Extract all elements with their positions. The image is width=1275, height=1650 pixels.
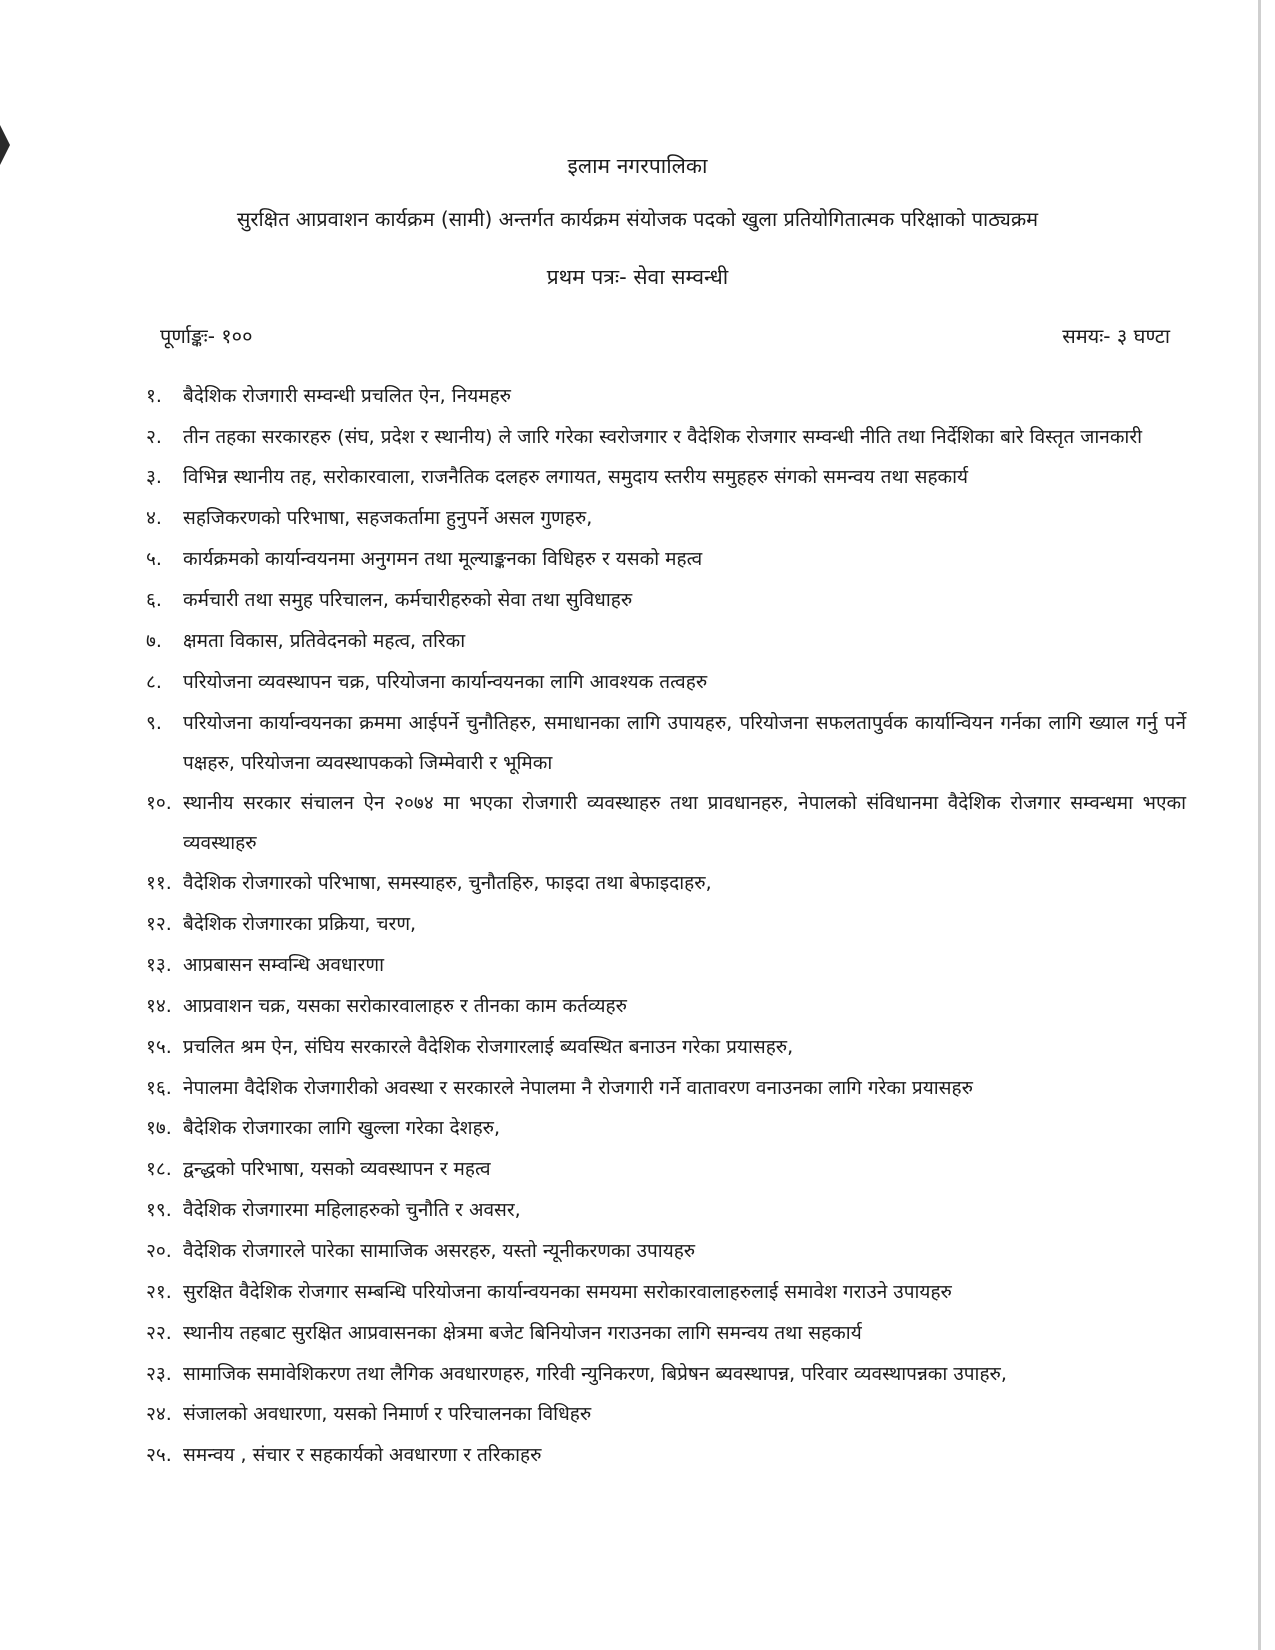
item-text: संजालको अवधारणा, यसको निमार्ण र परिचालनका विधिहरु — [183, 1403, 592, 1425]
item-number: ७. — [146, 630, 162, 652]
item-text: बैदेशिक रोजगारका लागि खुल्ला गरेका देशहरु, — [183, 1117, 501, 1139]
item-number: १६. — [146, 1077, 172, 1099]
item-text: क्षमता विकास, प्रतिवेदनको महत्व, तरिका — [183, 630, 466, 652]
item-number: ५. — [146, 548, 162, 570]
item-number: १८. — [146, 1158, 172, 1180]
list-item — [146, 945, 1186, 986]
item-number: २. — [146, 426, 162, 448]
item-text: सामाजिक समावेशिकरण तथा लैगिक अवधारणहरु, गरिवी न्युनिकरण, बिप्रेषन ब्यवस्थापन्न, परिवार व्यवस्थापन्नका उपाहरु, — [183, 1363, 1007, 1385]
item-number: १४. — [146, 995, 172, 1017]
item-text: आप्रवाशन चक्र, यसका सरोकारवालाहरु र तीनका काम कर्तव्यहरु — [183, 995, 627, 1017]
list-item — [146, 1231, 1186, 1272]
marks-time-row — [160, 322, 1170, 352]
item-text: द्वन्द्धको परिभाषा, यसको व्यवस्थापन र महत्व — [183, 1158, 491, 1180]
item-text: तीन तहका सरकारहरु (संघ, प्रदेश र स्थानीय) ले जारि गरेका स्वरोजगार र वैदेशिक रोजगार सम्वन्धी नीति तथा निर्देशिका बारे विस्तृत जानकारी — [183, 426, 1143, 448]
item-text: वैदेशिक रोजगारमा महिलाहरुको चुनौति र अवसर, — [183, 1199, 521, 1221]
list-item — [146, 1435, 1186, 1476]
item-number: २२. — [146, 1322, 172, 1344]
exam-time: समयः- ३ घण्टा — [1062, 324, 1170, 348]
item-text: सहजिकरणको परिभाषा, सहजकर्तामा हुनुपर्ने असल गुणहरु, — [183, 507, 593, 529]
list-item — [146, 986, 1186, 1027]
item-number: २०. — [146, 1240, 172, 1262]
list-item — [146, 1394, 1186, 1435]
list-item — [146, 1149, 1186, 1190]
list-item — [146, 376, 1186, 417]
syllabus-subtitle: सुरक्षित आप्रवाशन कार्यक्रम (सामी) अन्तर्गत कार्यक्रम संयोजक पदको खुला प्रतियोगितात्मक परिक्षाको पाठ्यक्रम — [236, 207, 1039, 231]
full-marks: पूर्णाङ्कः- १०० — [160, 324, 253, 348]
item-text: वैदेशिक रोजगारले पारेका सामाजिक असरहरु, यस्तो न्यूनीकरणका उपायहरु — [183, 1240, 696, 1262]
item-text: कार्यक्रमको कार्यान्वयनमा अनुगमन तथा मूल्याङ्कनका विधिहरु र यसको महत्व — [183, 548, 703, 570]
list-item — [146, 580, 1186, 621]
item-text: नेपालमा वैदेशिक रोजगारीको अवस्था र सरकारले नेपालमा नै रोजगारी गर्ने वातावरण वनाउनका लागि गरेका प्रयासहरु — [183, 1077, 973, 1099]
item-text: कर्मचारी तथा समुह परिचालन, कर्मचारीहरुको सेवा तथा सुविधाहरु — [183, 589, 633, 611]
item-number: २४. — [146, 1403, 172, 1425]
list-item — [146, 621, 1186, 662]
item-number: १९. — [146, 1199, 172, 1221]
item-number: १. — [146, 385, 162, 407]
item-text: समन्वय , संचार र सहकार्यको अवधारणा र तरिकाहरु — [183, 1444, 542, 1466]
list-item — [146, 1272, 1186, 1313]
list-item — [146, 1354, 1186, 1394]
item-number: ४. — [146, 507, 162, 529]
list-item — [146, 457, 1186, 498]
item-number: १५. — [146, 1036, 172, 1058]
list-item — [146, 904, 1186, 945]
item-number: १०. — [146, 792, 172, 814]
list-item — [146, 703, 1186, 783]
item-text: बैदेशिक रोजगारी सम्वन्धी प्रचलित ऐन, नियमहरु — [183, 385, 512, 407]
item-text: आप्रबासन सम्वन्धि अवधारणा — [183, 954, 385, 976]
item-number: ६. — [146, 589, 162, 611]
list-item — [146, 1108, 1186, 1149]
item-text: बैदेशिक रोजगारका प्रक्रिया, चरण, — [183, 913, 417, 935]
syllabus-list — [146, 376, 1186, 1476]
item-number: २५. — [146, 1444, 172, 1466]
item-text: परियोजना व्यवस्थापन चक्र, परियोजना कार्यान्वयनका लागि आवश्यक तत्वहरु — [183, 671, 708, 693]
item-text: स्थानीय तहबाट सुरक्षित आप्रवासनका क्षेत्रमा बजेट बिनियोजन गराउनका लागि समन्वय तथा सहकार्य — [183, 1322, 862, 1344]
item-number: २३. — [146, 1363, 172, 1385]
item-text: प्रचलित श्रम ऐन, संघिय सरकारले वैदेशिक रोजगारलाई ब्यवस्थित बनाउन गरेका प्रयासहरु, — [183, 1036, 794, 1058]
list-item — [146, 1313, 1186, 1354]
list-item — [146, 1068, 1186, 1108]
list-item — [146, 783, 1186, 863]
item-text: परियोजना कार्यान्वयनका क्रममा आईपर्ने चुनौतिहरु, समाधानका लागि उपायहरु, परियोजना सफलतापुर्वक कार्यान्वियन गर्नका लागि ख्याल गर्नु पर्ने पक्षहरु, परियोजना व्यवस्थापकको जिम्मेवारी र भूमिका — [183, 712, 1186, 774]
list-item — [146, 1027, 1186, 1068]
paper-title: प्रथम पत्रः- सेवा सम्वन्धी — [546, 265, 729, 289]
list-item — [146, 417, 1186, 457]
item-text: वैदेशिक रोजगारको परिभाषा, समस्याहरु, चुनौतहिरु, फाइदा तथा बेफाइदाहरु, — [183, 872, 712, 894]
item-text: सुरक्षित वैदेशिक रोजगार सम्बन्धि परियोजना कार्यान्वयनका समयमा सरोकारवालाहरुलाई समावेश गराउने उपायहरु — [183, 1281, 952, 1303]
list-item — [146, 539, 1186, 580]
item-number: ९. — [146, 712, 162, 734]
item-number: १३. — [146, 954, 172, 976]
list-item — [146, 863, 1186, 904]
item-number: ११. — [146, 872, 172, 894]
list-item — [146, 1190, 1186, 1231]
item-text: विभिन्न स्थानीय तह, सरोकारवाला, राजनैतिक दलहरु लगायत, समुदाय स्तरीय समुहहरु संगको समन्वय तथा सहकार्य — [183, 466, 969, 488]
office-title: इलाम नगरपालिका — [567, 154, 708, 178]
item-number: २१. — [146, 1281, 172, 1303]
list-item — [146, 662, 1186, 703]
item-number: ८. — [146, 671, 162, 693]
item-number: ३. — [146, 466, 162, 488]
item-number: १७. — [146, 1117, 172, 1139]
scan-edge — [1258, 0, 1261, 1650]
item-text: स्थानीय सरकार संचालन ऐन २०७४ मा भएका रोजगारी व्यवस्थाहरु तथा प्रावधानहरु, नेपालको संविधानमा वैदेशिक रोजगार सम्वन्धमा भएका व्यवस्थाहरु — [183, 792, 1186, 854]
list-item — [146, 498, 1186, 539]
item-number: १२. — [146, 913, 172, 935]
